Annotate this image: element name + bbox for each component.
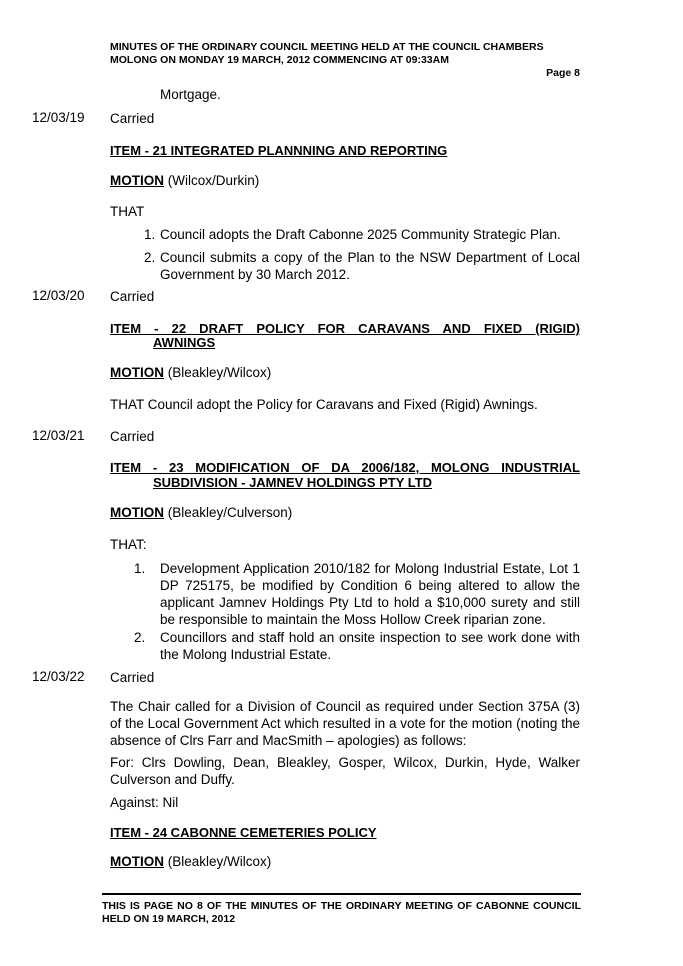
- header-line-2: MOLONG ON MONDAY 19 MARCH, 2012 COMMENCING AT 09:33AM: [110, 54, 449, 66]
- list-item-number: 2.: [134, 630, 146, 645]
- carryover-text: Mortgage.: [160, 87, 221, 102]
- resolution-status: Carried: [110, 429, 155, 444]
- item-24-heading: ITEM - 24 CABONNE CEMETERIES POLICY: [110, 825, 377, 840]
- item-22-motion: [110, 364, 271, 381]
- list-item-number: 1.: [134, 561, 146, 576]
- item-21-heading: ITEM - 21 INTEGRATED PLANNNING AND REPORTING: [110, 143, 448, 158]
- resolution-status: Carried: [110, 670, 155, 685]
- list-item-number: 2.: [144, 250, 156, 265]
- resolution-number: 12/03/21: [32, 428, 85, 443]
- motion-label: MOTION: [110, 365, 164, 380]
- item-24-motion: [110, 853, 271, 870]
- item-23-motion: [110, 504, 292, 521]
- resolution-number: 12/03/20: [32, 288, 85, 303]
- motion-movers: (Wilcox/Durkin): [164, 173, 260, 188]
- votes-against: Against: Nil: [110, 795, 179, 810]
- list-item-text: Council submits a copy of the Plan to the NSW Department of Local Government by 30 March 2012.: [160, 250, 580, 282]
- page-header: [110, 41, 580, 67]
- motion-movers: (Bleakley/Culverson): [164, 505, 293, 520]
- motion-label: MOTION: [110, 854, 164, 869]
- item-22-heading-line-2: AWNINGS: [153, 335, 216, 350]
- motion-movers: (Bleakley/Wilcox): [164, 854, 272, 869]
- item-23-that: THAT:: [110, 537, 147, 552]
- page-footer: THIS IS PAGE NO 8 OF THE MINUTES OF THE ORDINARY MEETING OF CABONNE COUNCIL HELD ON 19 MARCH, 2012: [102, 900, 581, 925]
- list-item-text: Council adopts the Draft Cabonne 2025 Community Strategic Plan.: [160, 227, 561, 242]
- motion-label: MOTION: [110, 505, 164, 520]
- division-paragraph: The Chair called for a Division of Council as required under Section 375A (3) of the Local Government Act which resulted in a vote for the motion (noting the absence of Clrs Farr and MacSmith – apologies) as follows:: [110, 699, 580, 748]
- resolution-number: 12/03/22: [32, 669, 85, 684]
- header-line-1: MINUTES OF THE ORDINARY COUNCIL MEETING HELD AT THE COUNCIL CHAMBERS: [110, 41, 544, 53]
- item-23-heading-line-2: SUBDIVISION - JAMNEV HOLDINGS PTY LTD: [153, 475, 433, 490]
- item-22-body: THAT Council adopt the Policy for Caravans and Fixed (Rigid) Awnings.: [110, 397, 538, 412]
- motion-label: MOTION: [110, 173, 164, 188]
- resolution-number: 12/03/19: [32, 110, 85, 125]
- item-21-that: THAT: [110, 204, 145, 219]
- resolution-status: Carried: [110, 289, 155, 304]
- votes-for: For: Clrs Dowling, Dean, Bleakley, Gosper, Wilcox, Durkin, Hyde, Walker Culverson and Duffy.: [110, 755, 580, 787]
- page-number: Page 8: [546, 67, 580, 79]
- motion-movers: (Bleakley/Wilcox): [164, 365, 272, 380]
- list-item-text: Development Application 2010/182 for Molong Industrial Estate, Lot 1 DP 725175, be modified by Condition 6 being altered to allow the applicant Jamnev Holdings Pty Ltd to hold a $10,000 surety and still be responsible to maintain the Moss Hollow Creek riparian zone.: [160, 561, 580, 627]
- heading-text: ITEM - 22 DRAFT POLICY FOR CARAVANS AND FIXED (RIGID): [110, 321, 580, 336]
- footer-divider: [102, 893, 581, 895]
- resolution-status: Carried: [110, 111, 155, 126]
- list-item-number: 1.: [144, 227, 156, 242]
- list-item-text: Councillors and staff hold an onsite inspection to see work done with the Molong Industrial Estate.: [160, 630, 580, 662]
- heading-text: ITEM - 23 MODIFICATION OF DA 2006/182, MOLONG INDUSTRIAL: [110, 460, 580, 475]
- item-21-motion: [110, 172, 259, 189]
